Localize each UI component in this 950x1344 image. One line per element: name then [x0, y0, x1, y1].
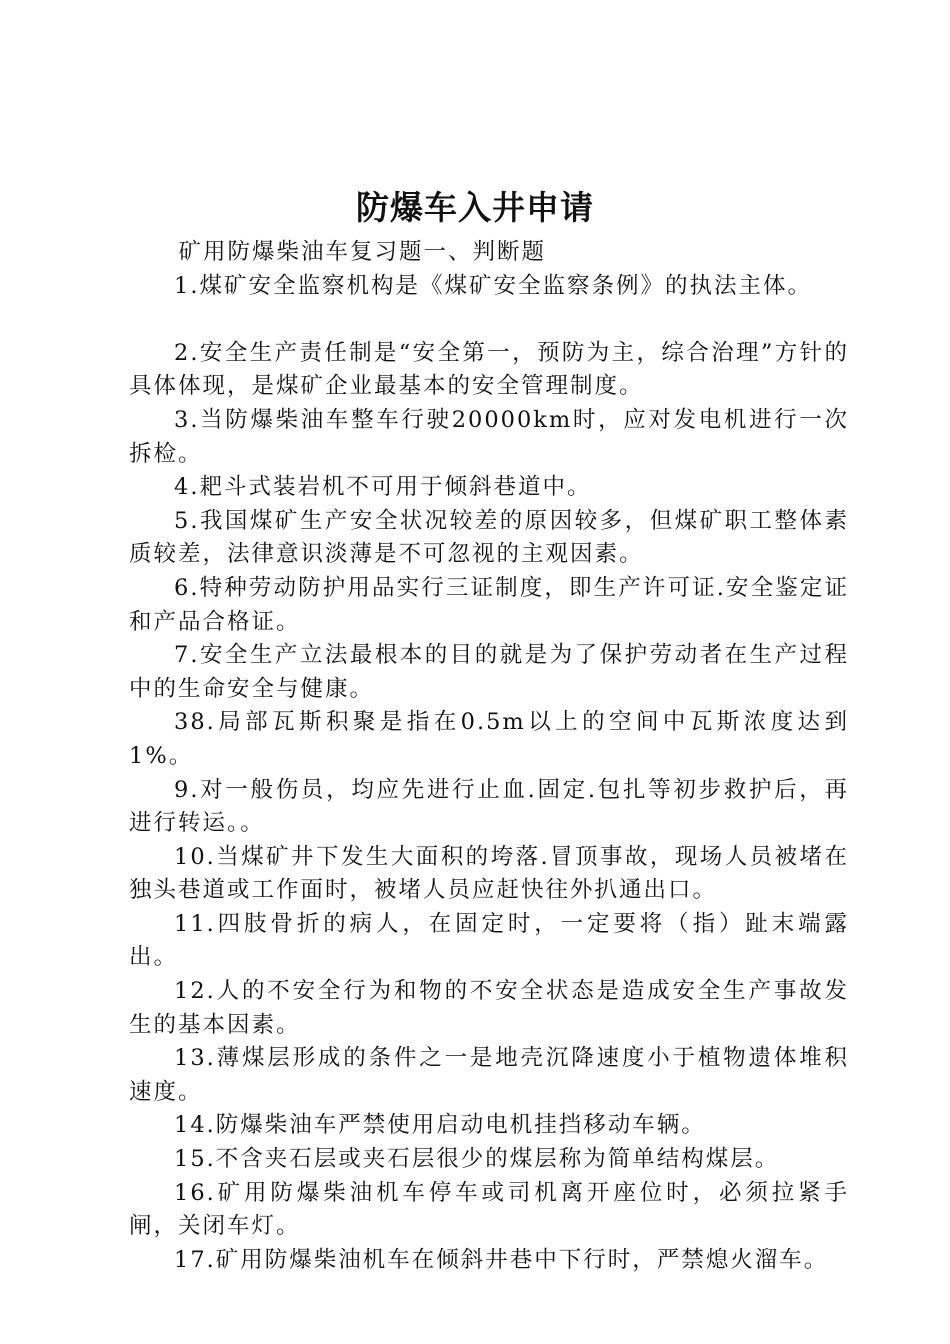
document-title: 防爆车入井申请 [356, 188, 594, 227]
document-body [129, 236, 849, 1277]
question-item-12: 12.人的不安全行为和物的不安全状态是造成安全生产事故发生的基本因素。 [129, 978, 849, 1038]
question-item-8: 38.局部瓦斯积聚是指在0.5m以上的空间中瓦斯浓度达到1%。 [129, 709, 849, 769]
question-item-6: 6.特种劳动防护用品实行三证制度，即生产许可证.安全鉴定证和产品合格证。 [129, 574, 849, 635]
question-item-1: 1.煤矿安全监察机构是《煤矿安全监察条例》的执法主体。 [174, 272, 812, 299]
question-item-5: 5.我国煤矿生产安全状况较差的原因较多，但煤矿职工整体素质较差，法律意识淡薄是不可忽视的主观因素。 [129, 507, 849, 568]
question-item-11: 11.四肢骨折的病人，在固定时，一定要将（指）趾末端露出。 [129, 910, 849, 971]
question-item-13: 13.薄煤层形成的条件之一是地壳沉降速度小于植物遗体堆积速度。 [129, 1045, 849, 1105]
question-item-2: 2.安全生产责任制是“安全第一，预防为主，综合治理”方针的具体体现，是煤矿企业最基本的安全管理制度。 [129, 339, 849, 400]
question-item-16: 16.矿用防爆柴油机车停车或司机离开座位时，必须拉紧手闸，关闭车灯。 [129, 1179, 849, 1240]
question-item-14: 14.防爆柴油车严禁使用启动电机挂挡移动车辆。 [174, 1112, 706, 1139]
question-item-3: 3.当防爆柴油车整车行驶20000km时，应对发电机进行一次拆检。 [129, 406, 849, 467]
section-heading: 矿用防爆柴油车复习题一、判断题 [178, 239, 547, 265]
question-item-4: 4.耙斗式装岩机不可用于倾斜巷道中。 [174, 474, 592, 501]
question-item-7: 7.安全生产立法最根本的目的就是为了保护劳动者在生产过程中的生命安全与健康。 [129, 642, 849, 702]
question-item-17: 17.矿用防爆柴油机车在倾斜井巷中下行时，严禁熄火溜车。 [174, 1246, 829, 1273]
question-item-9: 9.对一般伤员，均应先进行止血.固定.包扎等初步救护后，再进行转运。。 [129, 776, 849, 837]
question-item-15: 15.不含夹石层或夹石层很少的煤层称为简单结构煤层。 [174, 1146, 780, 1173]
question-item-10: 10.当煤矿井下发生大面积的垮落.冒顶事故，现场人员被堵在独头巷道或工作面时，被堵人员应赶快往外扒通出口。 [129, 843, 849, 904]
blank-line [129, 303, 849, 337]
